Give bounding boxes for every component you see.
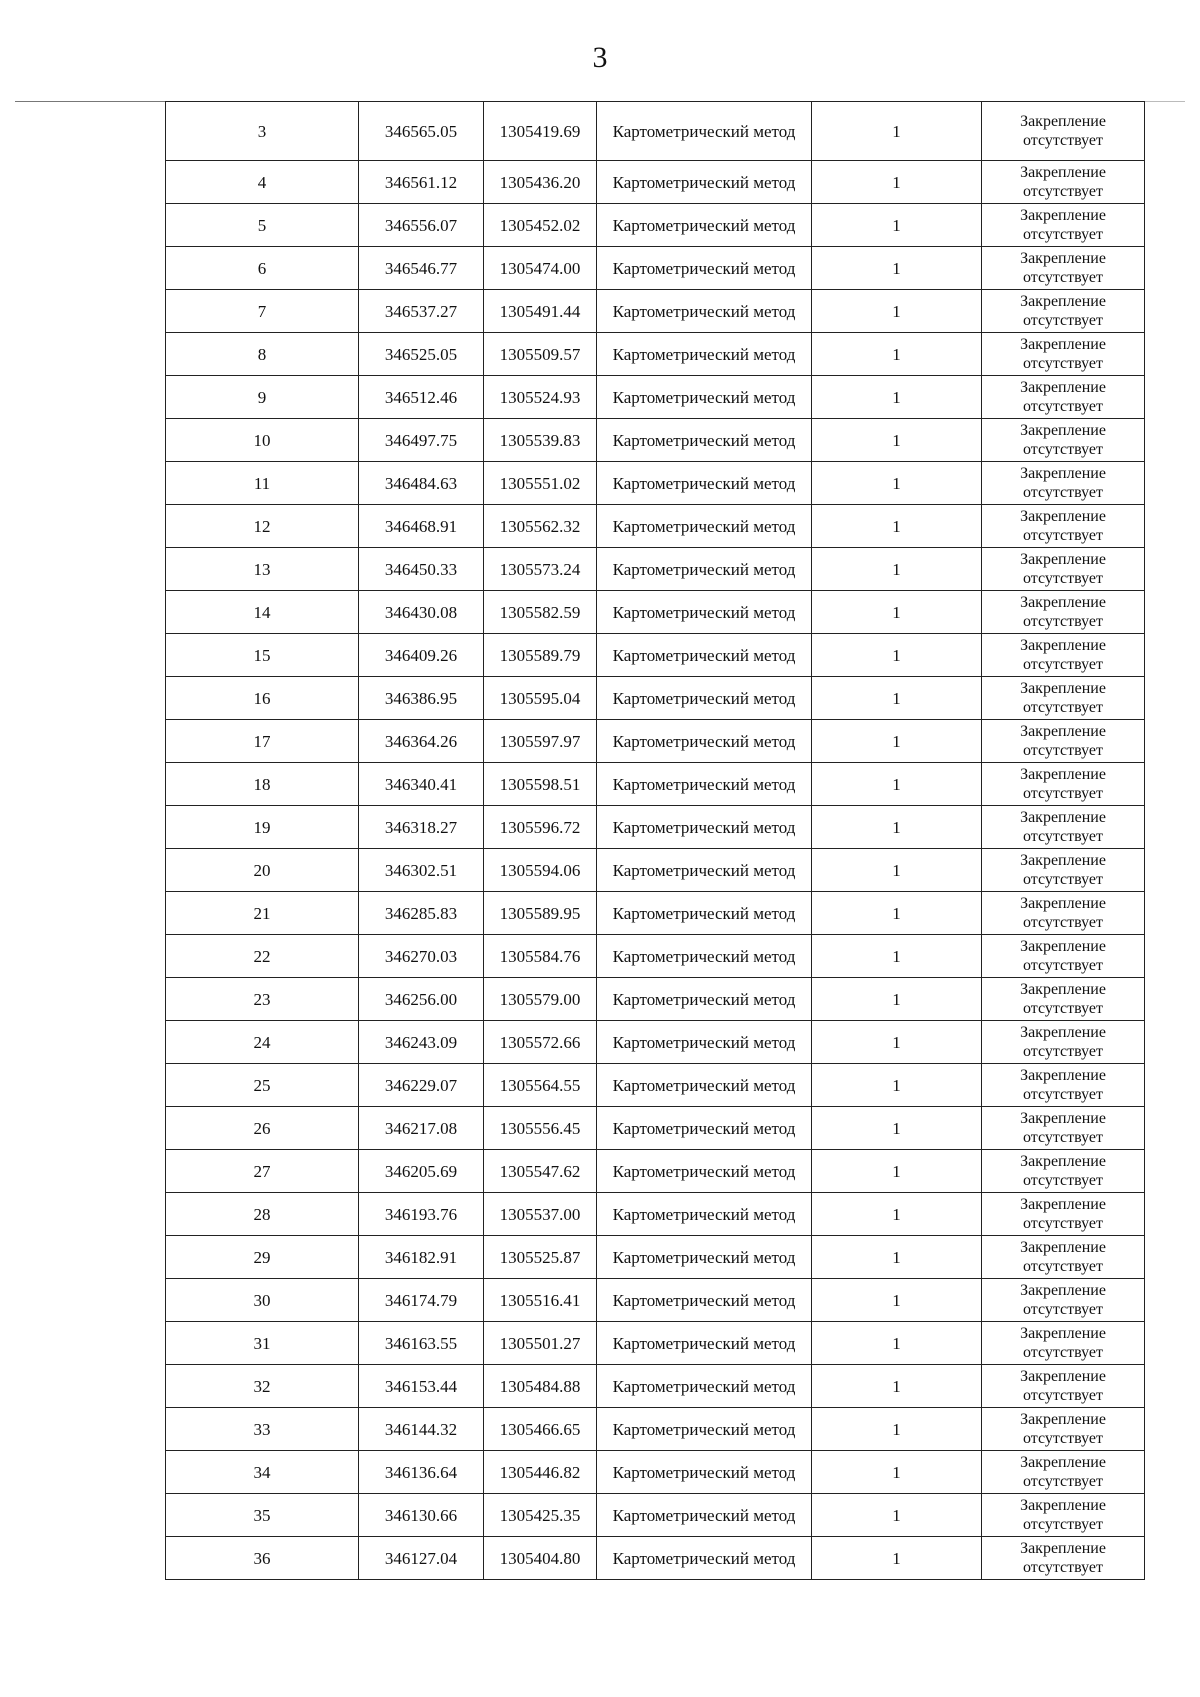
x-coordinate-cell: 346561.12 [359, 161, 484, 204]
method-cell: Картометрический метод [597, 1365, 812, 1408]
x-coordinate-cell: 346468.91 [359, 505, 484, 548]
y-coordinate-cell: 1305595.04 [484, 677, 597, 720]
table-row [166, 1322, 1145, 1365]
point-number-cell: 20 [166, 849, 359, 892]
precision-cell: 1 [812, 1236, 982, 1279]
precision-cell: 1 [812, 1021, 982, 1064]
fixation-note-cell: Закрепление отсутствует [982, 720, 1145, 763]
x-coordinate-cell: 346174.79 [359, 1279, 484, 1322]
point-number-cell: 30 [166, 1279, 359, 1322]
table-row [166, 935, 1145, 978]
table-row [166, 290, 1145, 333]
y-coordinate-cell: 1305452.02 [484, 204, 597, 247]
method-cell: Картометрический метод [597, 1150, 812, 1193]
fixation-note-cell: Закрепление отсутствует [982, 1193, 1145, 1236]
method-cell: Картометрический метод [597, 376, 812, 419]
method-cell: Картометрический метод [597, 634, 812, 677]
method-cell: Картометрический метод [597, 1236, 812, 1279]
point-number-cell: 13 [166, 548, 359, 591]
table-row [166, 1408, 1145, 1451]
method-cell: Картометрический метод [597, 935, 812, 978]
method-cell: Картометрический метод [597, 1064, 812, 1107]
point-number-cell: 14 [166, 591, 359, 634]
precision-cell: 1 [812, 161, 982, 204]
point-number-cell: 3 [166, 102, 359, 161]
y-coordinate-cell: 1305579.00 [484, 978, 597, 1021]
fixation-note-cell: Закрепление отсутствует [982, 892, 1145, 935]
method-cell: Картометрический метод [597, 333, 812, 376]
precision-cell: 1 [812, 419, 982, 462]
precision-cell: 1 [812, 204, 982, 247]
fixation-note-cell: Закрепление отсутствует [982, 548, 1145, 591]
y-coordinate-cell: 1305598.51 [484, 763, 597, 806]
fixation-note-cell: Закрепление отсутствует [982, 1150, 1145, 1193]
method-cell: Картометрический метод [597, 1107, 812, 1150]
x-coordinate-cell: 346409.26 [359, 634, 484, 677]
fixation-note-cell: Закрепление отсутствует [982, 935, 1145, 978]
method-cell: Картометрический метод [597, 247, 812, 290]
fixation-note-cell: Закрепление отсутствует [982, 1408, 1145, 1451]
table-row [166, 102, 1145, 161]
point-number-cell: 12 [166, 505, 359, 548]
y-coordinate-cell: 1305524.93 [484, 376, 597, 419]
x-coordinate-cell: 346364.26 [359, 720, 484, 763]
table-row [166, 1236, 1145, 1279]
precision-cell: 1 [812, 892, 982, 935]
y-coordinate-cell: 1305547.62 [484, 1150, 597, 1193]
fixation-note-cell: Закрепление отсутствует [982, 1494, 1145, 1537]
point-number-cell: 25 [166, 1064, 359, 1107]
table-row [166, 1365, 1145, 1408]
page-number: 3 [592, 41, 608, 74]
y-coordinate-cell: 1305596.72 [484, 806, 597, 849]
method-cell: Картометрический метод [597, 419, 812, 462]
table-row [166, 1150, 1145, 1193]
table-row [166, 1064, 1145, 1107]
fixation-note-cell: Закрепление отсутствует [982, 763, 1145, 806]
point-number-cell: 18 [166, 763, 359, 806]
table-row [166, 505, 1145, 548]
table-row [166, 1021, 1145, 1064]
fixation-note-cell: Закрепление отсутствует [982, 1279, 1145, 1322]
x-coordinate-cell: 346182.91 [359, 1236, 484, 1279]
x-coordinate-cell: 346153.44 [359, 1365, 484, 1408]
x-coordinate-cell: 346127.04 [359, 1537, 484, 1580]
point-number-cell: 32 [166, 1365, 359, 1408]
fixation-note-cell: Закрепление отсутствует [982, 1451, 1145, 1494]
table-row [166, 204, 1145, 247]
table-row [166, 1107, 1145, 1150]
precision-cell: 1 [812, 763, 982, 806]
point-number-cell: 21 [166, 892, 359, 935]
y-coordinate-cell: 1305537.00 [484, 1193, 597, 1236]
y-coordinate-cell: 1305419.69 [484, 102, 597, 161]
precision-cell: 1 [812, 1193, 982, 1236]
precision-cell: 1 [812, 1451, 982, 1494]
method-cell: Картометрический метод [597, 978, 812, 1021]
point-number-cell: 26 [166, 1107, 359, 1150]
point-number-cell: 15 [166, 634, 359, 677]
table-row [166, 1279, 1145, 1322]
point-number-cell: 27 [166, 1150, 359, 1193]
x-coordinate-cell: 346217.08 [359, 1107, 484, 1150]
point-number-cell: 9 [166, 376, 359, 419]
x-coordinate-cell: 346556.07 [359, 204, 484, 247]
fixation-note-cell: Закрепление отсутствует [982, 978, 1145, 1021]
precision-cell: 1 [812, 806, 982, 849]
point-number-cell: 33 [166, 1408, 359, 1451]
y-coordinate-cell: 1305582.59 [484, 591, 597, 634]
method-cell: Картометрический метод [597, 1451, 812, 1494]
point-number-cell: 29 [166, 1236, 359, 1279]
x-coordinate-cell: 346340.41 [359, 763, 484, 806]
precision-cell: 1 [812, 935, 982, 978]
table-row [166, 1193, 1145, 1236]
precision-cell: 1 [812, 1279, 982, 1322]
method-cell: Картометрический метод [597, 161, 812, 204]
x-coordinate-cell: 346450.33 [359, 548, 484, 591]
x-coordinate-cell: 346229.07 [359, 1064, 484, 1107]
fixation-note-cell: Закрепление отсутствует [982, 1021, 1145, 1064]
table-row [166, 333, 1145, 376]
x-coordinate-cell: 346193.76 [359, 1193, 484, 1236]
fixation-note-cell: Закрепление отсутствует [982, 1236, 1145, 1279]
x-coordinate-cell: 346144.32 [359, 1408, 484, 1451]
precision-cell: 1 [812, 1322, 982, 1365]
y-coordinate-cell: 1305562.32 [484, 505, 597, 548]
x-coordinate-cell: 346163.55 [359, 1322, 484, 1365]
point-number-cell: 10 [166, 419, 359, 462]
y-coordinate-cell: 1305425.35 [484, 1494, 597, 1537]
y-coordinate-cell: 1305539.83 [484, 419, 597, 462]
precision-cell: 1 [812, 462, 982, 505]
y-coordinate-cell: 1305509.57 [484, 333, 597, 376]
x-coordinate-cell: 346270.03 [359, 935, 484, 978]
point-number-cell: 17 [166, 720, 359, 763]
method-cell: Картометрический метод [597, 677, 812, 720]
point-number-cell: 22 [166, 935, 359, 978]
fixation-note-cell: Закрепление отсутствует [982, 1064, 1145, 1107]
table-row [166, 1451, 1145, 1494]
point-number-cell: 11 [166, 462, 359, 505]
precision-cell: 1 [812, 1365, 982, 1408]
fixation-note-cell: Закрепление отсутствует [982, 677, 1145, 720]
method-cell: Картометрический метод [597, 849, 812, 892]
fixation-note-cell: Закрепление отсутствует [982, 247, 1145, 290]
method-cell: Картометрический метод [597, 1408, 812, 1451]
method-cell: Картометрический метод [597, 102, 812, 161]
method-cell: Картометрический метод [597, 591, 812, 634]
y-coordinate-cell: 1305404.80 [484, 1537, 597, 1580]
precision-cell: 1 [812, 102, 982, 161]
point-number-cell: 19 [166, 806, 359, 849]
y-coordinate-cell: 1305594.06 [484, 849, 597, 892]
method-cell: Картометрический метод [597, 892, 812, 935]
x-coordinate-cell: 346430.08 [359, 591, 484, 634]
precision-cell: 1 [812, 1150, 982, 1193]
table-row [166, 419, 1145, 462]
x-coordinate-cell: 346130.66 [359, 1494, 484, 1537]
fixation-note-cell: Закрепление отсутствует [982, 419, 1145, 462]
x-coordinate-cell: 346484.63 [359, 462, 484, 505]
table-row [166, 720, 1145, 763]
x-coordinate-cell: 346136.64 [359, 1451, 484, 1494]
fixation-note-cell: Закрепление отсутствует [982, 1537, 1145, 1580]
table-row [166, 462, 1145, 505]
scan-artifact-line [15, 101, 165, 102]
table-row [166, 978, 1145, 1021]
precision-cell: 1 [812, 677, 982, 720]
y-coordinate-cell: 1305516.41 [484, 1279, 597, 1322]
method-cell: Картометрический метод [597, 720, 812, 763]
table-row [166, 591, 1145, 634]
table-row [166, 1494, 1145, 1537]
fixation-note-cell: Закрепление отсутствует [982, 161, 1145, 204]
y-coordinate-cell: 1305589.95 [484, 892, 597, 935]
point-number-cell: 34 [166, 1451, 359, 1494]
y-coordinate-cell: 1305597.97 [484, 720, 597, 763]
fixation-note-cell: Закрепление отсутствует [982, 505, 1145, 548]
y-coordinate-cell: 1305436.20 [484, 161, 597, 204]
y-coordinate-cell: 1305573.24 [484, 548, 597, 591]
y-coordinate-cell: 1305474.00 [484, 247, 597, 290]
table-row [166, 849, 1145, 892]
y-coordinate-cell: 1305446.82 [484, 1451, 597, 1494]
precision-cell: 1 [812, 290, 982, 333]
table-row [166, 634, 1145, 677]
x-coordinate-cell: 346565.05 [359, 102, 484, 161]
precision-cell: 1 [812, 978, 982, 1021]
point-number-cell: 5 [166, 204, 359, 247]
y-coordinate-cell: 1305551.02 [484, 462, 597, 505]
y-coordinate-cell: 1305525.87 [484, 1236, 597, 1279]
precision-cell: 1 [812, 548, 982, 591]
fixation-note-cell: Закрепление отсутствует [982, 333, 1145, 376]
point-number-cell: 4 [166, 161, 359, 204]
y-coordinate-cell: 1305572.66 [484, 1021, 597, 1064]
table-row [166, 892, 1145, 935]
x-coordinate-cell: 346537.27 [359, 290, 484, 333]
point-number-cell: 8 [166, 333, 359, 376]
fixation-note-cell: Закрепление отсутствует [982, 204, 1145, 247]
table-row [166, 1537, 1145, 1580]
method-cell: Картометрический метод [597, 1193, 812, 1236]
table-row [166, 677, 1145, 720]
x-coordinate-cell: 346256.00 [359, 978, 484, 1021]
method-cell: Картометрический метод [597, 204, 812, 247]
x-coordinate-cell: 346302.51 [359, 849, 484, 892]
coordinates-table-body [166, 102, 1145, 1580]
fixation-note-cell: Закрепление отсутствует [982, 1365, 1145, 1408]
method-cell: Картометрический метод [597, 548, 812, 591]
point-number-cell: 23 [166, 978, 359, 1021]
fixation-note-cell: Закрепление отсутствует [982, 102, 1145, 161]
method-cell: Картометрический метод [597, 1494, 812, 1537]
method-cell: Картометрический метод [597, 462, 812, 505]
fixation-note-cell: Закрепление отсутствует [982, 591, 1145, 634]
precision-cell: 1 [812, 1064, 982, 1107]
precision-cell: 1 [812, 1107, 982, 1150]
precision-cell: 1 [812, 849, 982, 892]
precision-cell: 1 [812, 1494, 982, 1537]
y-coordinate-cell: 1305466.65 [484, 1408, 597, 1451]
table-row [166, 247, 1145, 290]
precision-cell: 1 [812, 505, 982, 548]
table-row [166, 161, 1145, 204]
x-coordinate-cell: 346243.09 [359, 1021, 484, 1064]
table-row [166, 806, 1145, 849]
precision-cell: 1 [812, 376, 982, 419]
scan-artifact-line-right [1140, 101, 1185, 102]
method-cell: Картометрический метод [597, 1322, 812, 1365]
method-cell: Картометрический метод [597, 1021, 812, 1064]
x-coordinate-cell: 346525.05 [359, 333, 484, 376]
table-row [166, 376, 1145, 419]
table-row [166, 548, 1145, 591]
y-coordinate-cell: 1305484.88 [484, 1365, 597, 1408]
y-coordinate-cell: 1305589.79 [484, 634, 597, 677]
fixation-note-cell: Закрепление отсутствует [982, 849, 1145, 892]
precision-cell: 1 [812, 1408, 982, 1451]
fixation-note-cell: Закрепление отсутствует [982, 806, 1145, 849]
fixation-note-cell: Закрепление отсутствует [982, 290, 1145, 333]
fixation-note-cell: Закрепление отсутствует [982, 376, 1145, 419]
x-coordinate-cell: 346386.95 [359, 677, 484, 720]
coordinates-table [165, 101, 1145, 1580]
y-coordinate-cell: 1305564.55 [484, 1064, 597, 1107]
fixation-note-cell: Закрепление отсутствует [982, 462, 1145, 505]
fixation-note-cell: Закрепление отсутствует [982, 1322, 1145, 1365]
x-coordinate-cell: 346285.83 [359, 892, 484, 935]
fixation-note-cell: Закрепление отсутствует [982, 634, 1145, 677]
precision-cell: 1 [812, 720, 982, 763]
point-number-cell: 31 [166, 1322, 359, 1365]
precision-cell: 1 [812, 634, 982, 677]
method-cell: Картометрический метод [597, 763, 812, 806]
precision-cell: 1 [812, 333, 982, 376]
point-number-cell: 7 [166, 290, 359, 333]
precision-cell: 1 [812, 591, 982, 634]
fixation-note-cell: Закрепление отсутствует [982, 1107, 1145, 1150]
point-number-cell: 36 [166, 1537, 359, 1580]
method-cell: Картометрический метод [597, 505, 812, 548]
y-coordinate-cell: 1305584.76 [484, 935, 597, 978]
x-coordinate-cell: 346546.77 [359, 247, 484, 290]
point-number-cell: 24 [166, 1021, 359, 1064]
x-coordinate-cell: 346205.69 [359, 1150, 484, 1193]
method-cell: Картометрический метод [597, 290, 812, 333]
point-number-cell: 35 [166, 1494, 359, 1537]
point-number-cell: 6 [166, 247, 359, 290]
y-coordinate-cell: 1305491.44 [484, 290, 597, 333]
method-cell: Картометрический метод [597, 1537, 812, 1580]
table-row [166, 763, 1145, 806]
x-coordinate-cell: 346497.75 [359, 419, 484, 462]
method-cell: Картометрический метод [597, 1279, 812, 1322]
y-coordinate-cell: 1305556.45 [484, 1107, 597, 1150]
point-number-cell: 16 [166, 677, 359, 720]
precision-cell: 1 [812, 1537, 982, 1580]
point-number-cell: 28 [166, 1193, 359, 1236]
x-coordinate-cell: 346512.46 [359, 376, 484, 419]
x-coordinate-cell: 346318.27 [359, 806, 484, 849]
method-cell: Картометрический метод [597, 806, 812, 849]
y-coordinate-cell: 1305501.27 [484, 1322, 597, 1365]
precision-cell: 1 [812, 247, 982, 290]
